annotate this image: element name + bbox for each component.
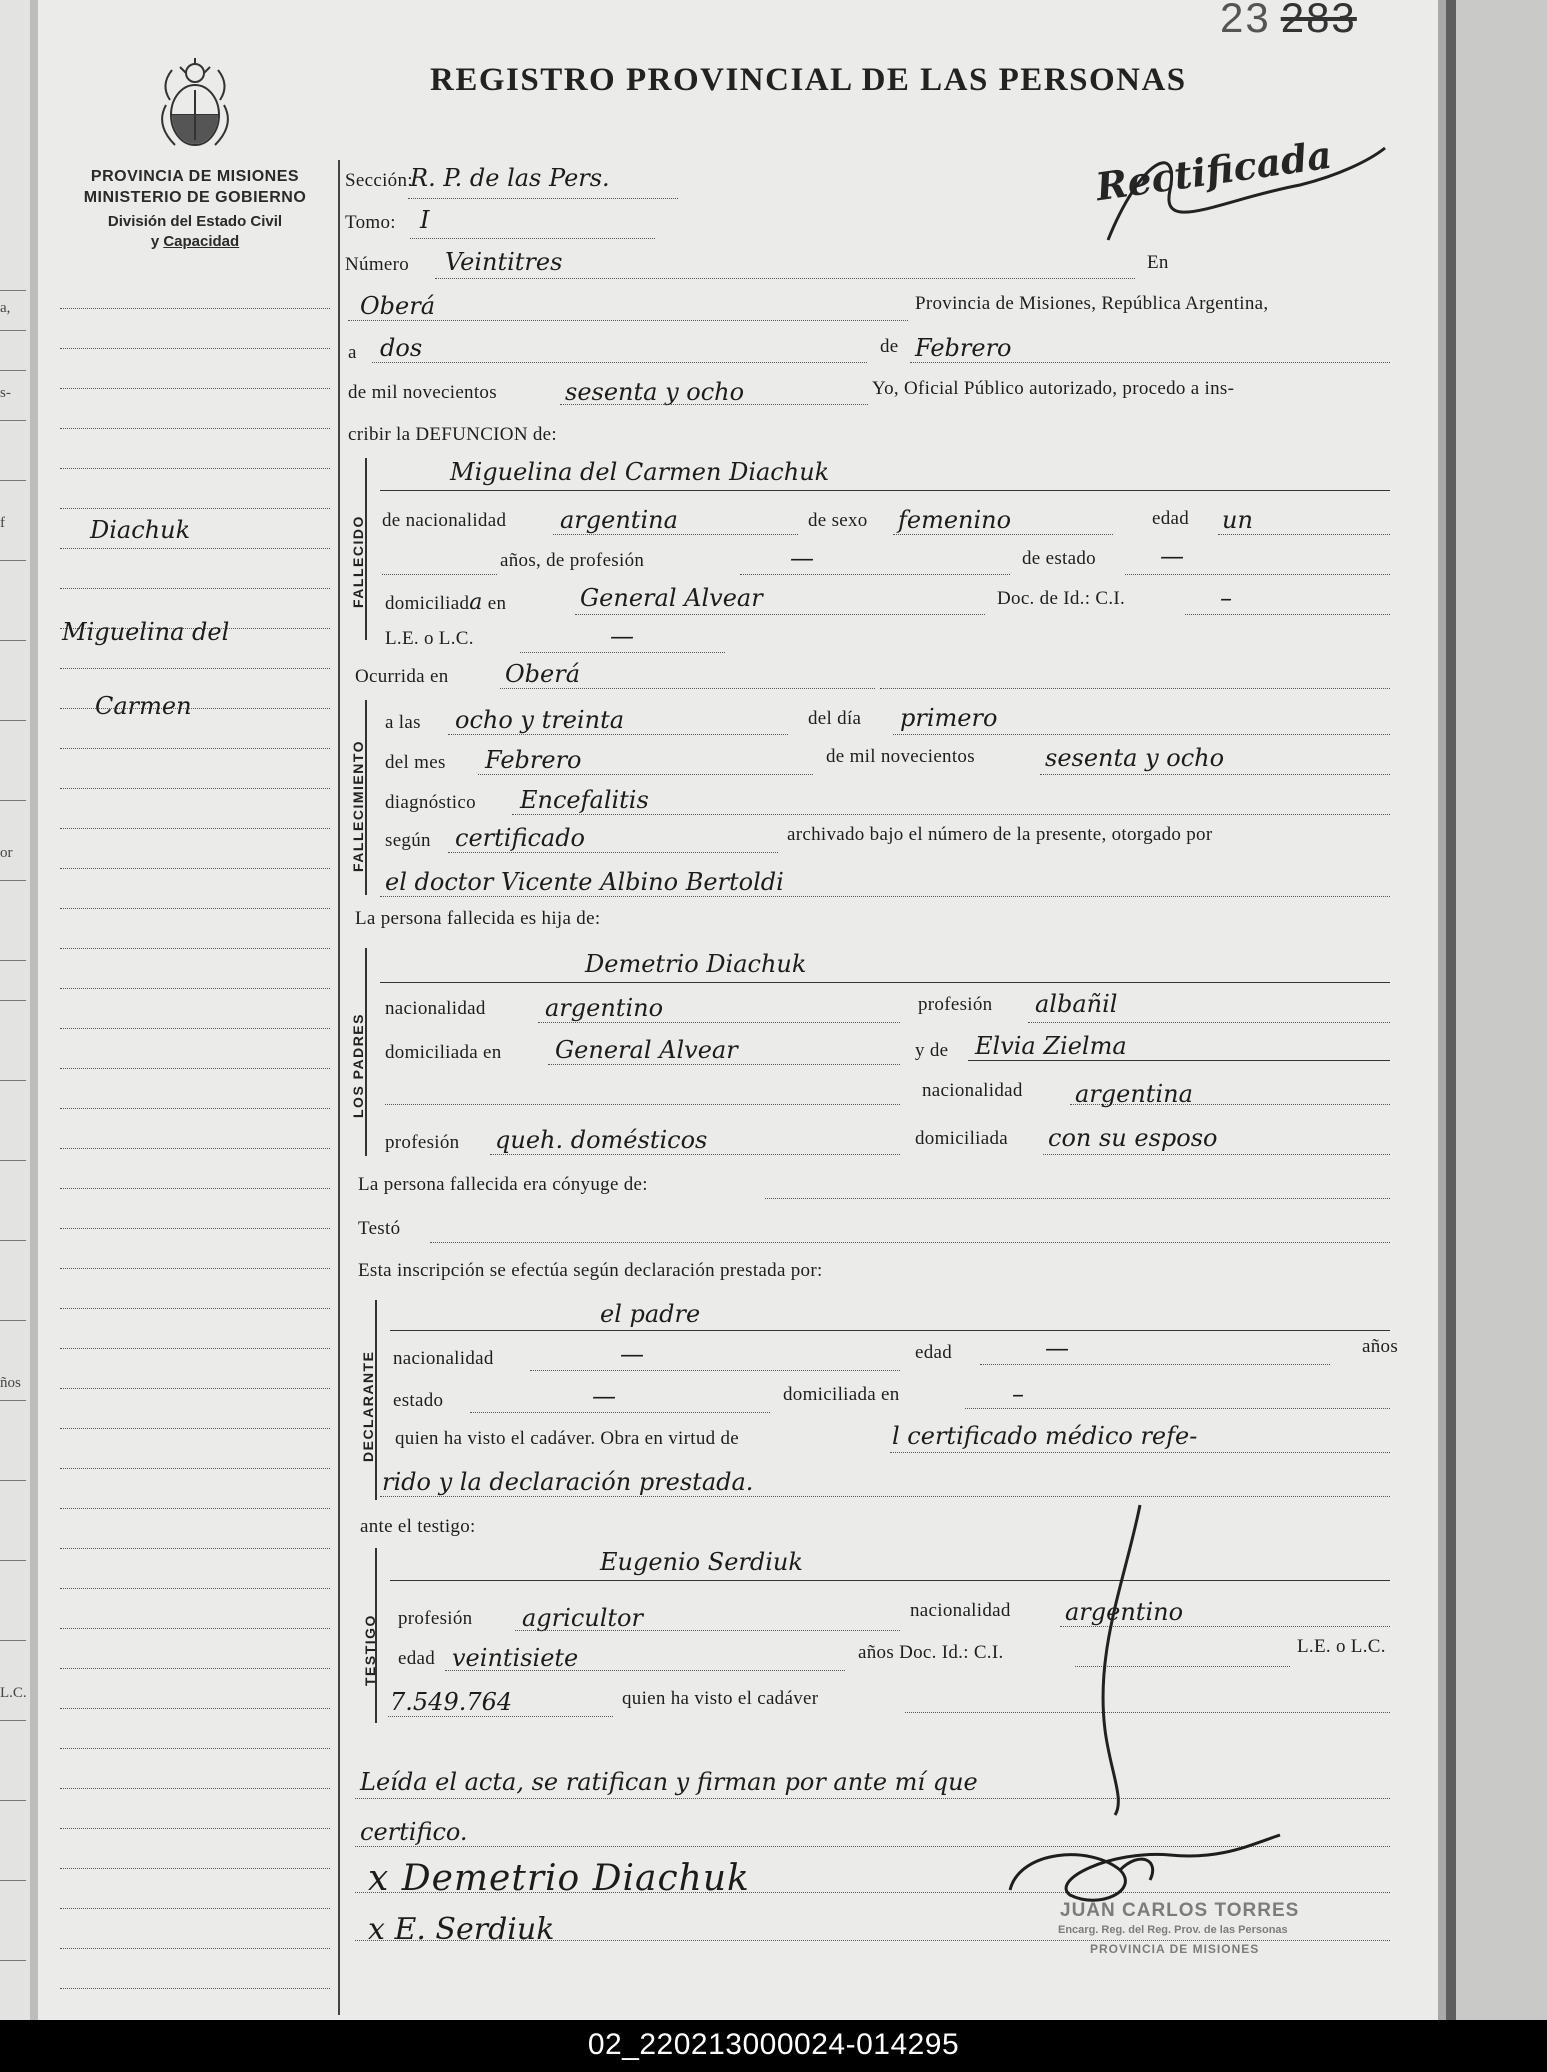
madre-domicilio-label: domiciliada [915,1128,1008,1149]
prev-fragment: f [0,515,5,531]
declarante-nacionalidad-value: — [620,1340,644,1368]
declarante-anos-label: años [1362,1336,1399,1357]
witness-signature-stroke [1085,1500,1165,1820]
fallecido-domicilio-value: General Alvear [580,584,763,612]
stamp-name: JUAN CARLOS TORRES [1060,1900,1300,1921]
provincia-label: Provincia de Misiones, República Argentina, [915,293,1269,314]
month-value: Febrero [915,334,1012,362]
office-division: División del Estado Civil [107,213,283,230]
margin-divider [338,160,340,2015]
year-value: sesenta y ocho [565,378,745,406]
testigo-name: Eugenio Serdiuk [600,1548,803,1576]
mil-label: de mil novecientos [348,382,497,403]
page-title: REGISTRO PROVINCIAL DE LAS PERSONAS [430,62,1187,98]
fallecido-sexo-value: femenino [898,506,1012,534]
declaracion-label: Esta inscripción se efectúa según declaración prestada por: [358,1260,823,1281]
testigo-profesion-label: profesión [398,1608,473,1629]
testigo-intro: ante el testigo: [360,1516,476,1537]
ocurrida-value: Oberá [505,660,581,688]
prev-fragment: ños [0,1375,21,1391]
declarante-name: el padre [600,1300,701,1328]
fallecido-estado-value: — [1160,542,1184,570]
office-header [60,168,330,250]
doctor-value: el doctor Vicente Albino Bertoldi [385,868,784,896]
fallecido-edad-value: un [1222,506,1253,534]
fallecido-anos-prof-label: años, de profesión [500,550,645,571]
coat-of-arms-icon [150,55,240,155]
de-label: de [880,336,899,357]
madre-profesion-value: queh. domésticos [495,1126,708,1154]
anio-value: sesenta y ocho [1045,744,1225,772]
cover-edge [1438,0,1446,2020]
fallecido-sexo-label: de sexo [808,510,868,531]
rectificada-flourish [1100,130,1390,250]
folio-previous: 283 [1280,0,1357,41]
yo-label: Yo, Oficial Público autorizado, procedo a ins- [872,378,1235,399]
fallecido-le-label: L.E. o L.C. [385,628,474,649]
padre-domicilio-label: domiciliada en [385,1042,502,1063]
mes-label: del mes [385,752,446,773]
madre-domicilio-value: con su esposo [1048,1124,1218,1152]
declarante-domicilio-value: – [1012,1380,1024,1408]
diagnostico-label: diagnóstico [385,792,476,813]
conyuge-label: La persona fallecida era cónyuge de: [358,1174,648,1195]
tomo-value: I [420,206,430,234]
folio-current: 23 [1220,0,1271,41]
testigo-nacionalidad-value: argentino [1065,1598,1184,1626]
testigo-profesion-value: agricultor [522,1604,643,1632]
fallecido-nacionalidad-label: de nacionalidad [382,510,507,531]
rectificada-stamp: Rectificada [1093,131,1335,210]
fallecido-doc-value: – [1220,584,1232,612]
fallecido-name: Miguelina del Carmen Diachuk [450,458,830,486]
testigo-edad-label: edad [398,1648,436,1669]
tomo-label: Tomo: [345,212,396,233]
a-label: a [348,342,357,363]
declarante-visto-label: quien ha visto el cadáver. Obra en virtud de [395,1428,740,1449]
fallecido-estado-label: de estado [1022,548,1096,569]
testigo-doc-number: 7.549.764 [390,1688,513,1716]
fallecido-le-value: — [610,622,634,650]
en-label: En [1147,252,1169,273]
padre-nacionalidad-value: argentino [545,994,664,1022]
madre-nacionalidad-label: nacionalidad [922,1080,1023,1101]
declarante-nacionalidad-label: nacionalidad [393,1348,494,1369]
margin-given-2: Carmen [95,692,192,720]
cover-binding [1446,0,1456,2020]
madre-profesion-label: profesión [385,1132,460,1153]
mes-value: Febrero [485,746,582,774]
madre-nacionalidad-value: argentina [1075,1080,1193,1108]
madre-name: Elvia Zielma [975,1032,1127,1060]
ocurrida-label: Ocurrida en [355,666,449,687]
a-las-label: a las [385,712,421,733]
testigo-le-label: L.E. o L.C. [1297,1636,1386,1657]
testo-label: Testó [358,1218,401,1239]
declarante-estado-value: — [592,1382,616,1410]
testigo-visto-label: quien ha visto el cadáver [622,1688,819,1709]
margin-surname: Diachuk [90,516,191,544]
stamp-province: PROVINCIA DE MISIONES [1090,1942,1260,1956]
inscribir-label: cribir la DEFUNCION de: [348,424,557,445]
closing-line-2: certifico. [360,1818,468,1846]
testigo-section-label: TESTIGO [362,1614,378,1686]
seccion-value: R. P. de las Pers. [410,164,610,192]
prev-fragment: s- [0,385,11,401]
dia-value: primero [900,704,998,732]
office-province: PROVINCIA DE MISIONES [90,168,300,185]
fallecido-section-label: FALLECIDO [350,515,366,608]
declarante-obra-1: l certificado médico refe- [892,1422,1198,1450]
fallecido-doc-label: Doc. de Id.: C.I. [997,588,1126,609]
padre-profesion-label: profesión [918,994,993,1015]
padres-intro: La persona fallecida es hija de: [355,908,601,929]
image-caption: 02_220213000024-014295 [587,2028,960,2061]
testigo-edad-value: veintisiete [452,1644,579,1672]
archivado-label: archivado bajo el número de la presente, otorgado por [787,824,1213,845]
fallecido-edad-label: edad [1152,508,1190,529]
stamp-title: Encarg. Reg. del Reg. Prov. de las Personas [1058,1924,1288,1936]
seccion-label: Sección: [345,170,413,191]
declarante-edad-value: — [1045,1334,1069,1362]
segun-value: certificado [455,824,586,852]
padre-profesion-value: albañil [1035,990,1118,1018]
prev-fragment: a, [0,300,11,316]
numero-label: Número [345,254,410,275]
padre-name: Demetrio Diachuk [585,950,807,978]
declarante-edad-label: edad [915,1342,953,1363]
day-value: dos [380,334,423,362]
testigo-anos-doc-label: años Doc. Id.: C.I. [858,1642,1004,1663]
declarante-estado-label: estado [393,1390,444,1411]
closing-line-1: Leída el acta, se ratifican y firman por ante mí que [360,1768,978,1796]
padre-nacionalidad-label: nacionalidad [385,998,486,1019]
testigo-nacionalidad-label: nacionalidad [910,1600,1011,1621]
segun-label: según [385,830,431,851]
padres-section-label: LOS PADRES [350,1013,366,1118]
margin-given-1: Miguelina del [62,618,230,646]
signature-demetrio: x Demetrio Diachuk [368,1858,750,1899]
fallecido-domiciliad-label: domiciliada en [385,590,507,615]
book-gutter [30,0,38,2020]
dia-label: del día [808,708,862,729]
folio-number [1220,0,1357,42]
signature-serdiuk: x E. Serdiuk [368,1912,555,1947]
office-capacidad: y Capacidad [150,233,240,250]
office-ministry: MINISTERIO DE GOBIERNO [83,189,307,206]
hora-value: ocho y treinta [455,706,625,734]
fallecido-nacionalidad-value: argentina [560,506,678,534]
padre-domicilio-value: General Alvear [555,1036,738,1064]
prev-fragment: or [0,845,13,861]
numero-value: Veintitres [445,248,563,276]
fallec-mil-label: de mil novecientos [826,746,975,767]
declarante-domicilio-label: domiciliada en [783,1384,900,1405]
prev-fragment: L.C. [0,1685,27,1701]
diagnostico-value: Encefalitis [520,786,649,814]
fallecido-profesion-value: — [790,544,814,572]
yde-label: y de [915,1040,949,1061]
fallecimiento-section-label: FALLECIMIENTO [350,739,366,872]
declarante-section-label: DECLARANTE [360,1350,376,1462]
previous-page-strip [0,0,32,2020]
declarante-obra-2: rido y la declaración prestada. [382,1468,754,1496]
place-value: Oberá [360,292,436,320]
